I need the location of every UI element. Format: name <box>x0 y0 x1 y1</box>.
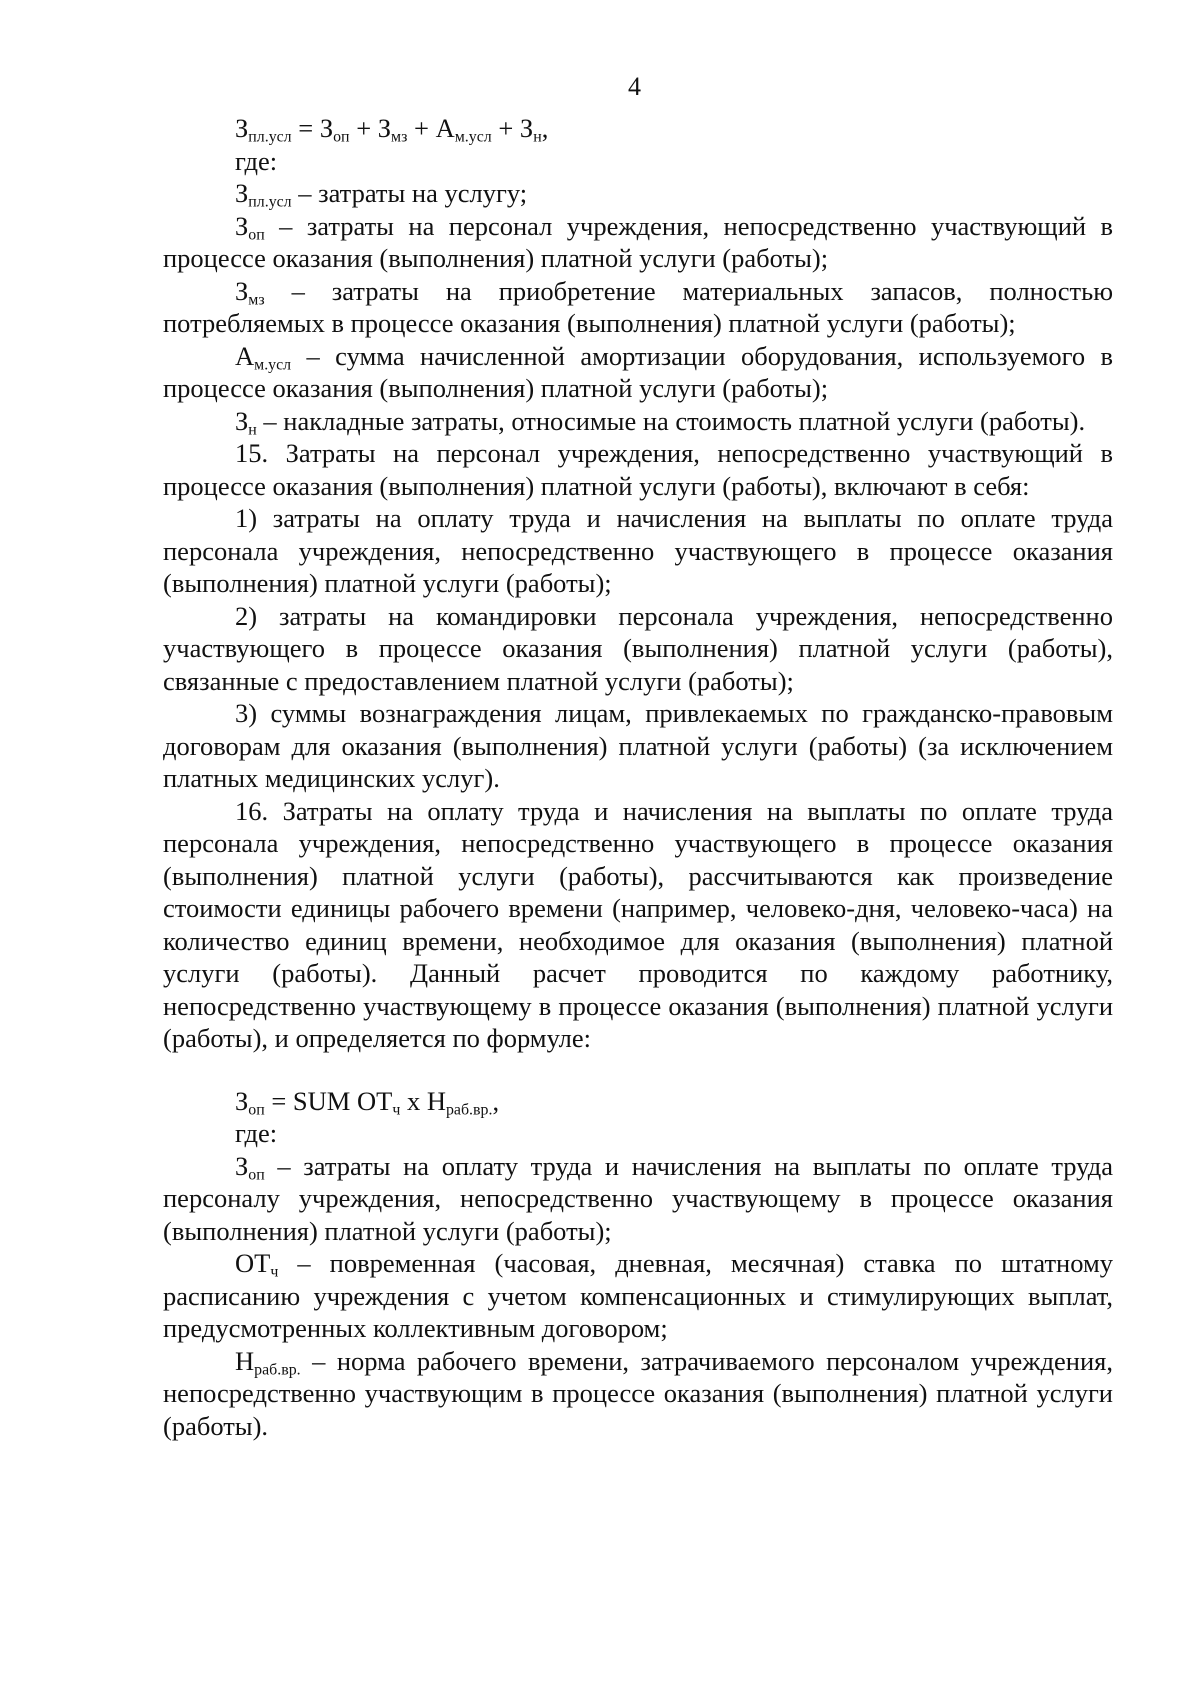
definition-item <box>163 210 1113 275</box>
definition-item <box>163 340 1113 405</box>
formula2-h: Н <box>426 1085 446 1116</box>
definition-subscript: м.усл <box>254 355 292 373</box>
definition-item <box>163 1247 1113 1345</box>
definition-symbol: З <box>235 1150 249 1181</box>
definition-subscript: оп <box>248 1165 265 1183</box>
formula1-term: З <box>519 113 534 143</box>
definition-subscript: оп <box>248 225 265 243</box>
where-label: где: <box>235 1118 278 1148</box>
formula-personnel-cost <box>235 1085 1113 1118</box>
paragraph-16: 16. Затраты на оплату труда и начисления на выплаты по оплате труда персонала учреждения, непосредственно участвующего в процессе оказания (выполнения) платной услуги (работы), рассчитываются как произведение стоимости единицы рабочего времени (например, человеко-дня, человеко-часа) на количество единиц времени, необходимое для оказания (выполнения) платной услуги (работы). Данный расчет проводится по каждому работнику, непосредственно участвующему в процессе оказания (выполнения) платной услуги (работы), и определяется по формуле: <box>163 795 1113 1053</box>
definition-subscript: н <box>248 420 257 438</box>
formula2-h-sub: раб.вр. <box>445 1100 493 1118</box>
definition-symbol: З <box>235 178 249 208</box>
definition-item <box>163 1345 1113 1443</box>
definition-text: – сумма начисленной амортизации оборудования, используемого в процессе оказания (выполнения) платной услуги (работы); <box>163 340 1113 403</box>
definition-symbol: З <box>235 275 249 306</box>
definition-subscript: мз <box>248 290 265 308</box>
definition-text: – затраты на персонал учреждения, непосредственно участвующий в процессе оказания (выполнения) платной услуги (работы); <box>163 210 1113 273</box>
definition-item <box>163 405 1113 438</box>
definition-item <box>163 1150 1113 1248</box>
formula1-term: З <box>377 113 392 143</box>
where-label: где: <box>235 145 278 176</box>
formula2-lhs-sub: оп <box>248 1100 265 1118</box>
definition-symbol: А <box>235 340 255 371</box>
definition-symbol: Н <box>235 1345 255 1376</box>
definition-subscript: ч <box>270 1263 279 1281</box>
formula1-term: З <box>319 113 334 143</box>
paragraph-15: 15. Затраты на персонал учреждения, непосредственно участвующий в процессе оказания (выполнения) платной услуги (работы), включают в себя: <box>163 438 1113 501</box>
formula2-times: x <box>400 1085 427 1116</box>
formula1-op: + <box>407 113 436 143</box>
formula2-eq: = SUM <box>264 1085 357 1116</box>
formula1-lhs-sub: пл.усл <box>248 128 292 146</box>
formula-total-cost: $З_{пл.усл} = З_{оп} + З_{мз} + А_{м.усл} + З_н$, <box>235 113 549 146</box>
list-item: 2) затраты на командировки персонала учреждения, непосредственно участвующего в процессе оказания (выполнения) платной услуги (работы), связанные с предоставлением платной услуги (работы); <box>163 600 1113 696</box>
formula1-term: А <box>435 113 455 143</box>
formula2-ot: ОТ <box>357 1085 393 1116</box>
definition-text: – затраты на приобретение материальных запасов, полностью потребляемых в процессе оказания (выполнения) платной услуги (работы); <box>163 275 1113 338</box>
document-body <box>163 112 1113 1442</box>
definition-text: – норма рабочего времени, затрачиваемого персоналом учреждения, непосредственно участвующим в процессе оказания (выполнения) платной услуги (работы). <box>163 1345 1113 1441</box>
list-item: 3) суммы вознаграждения лицам, привлекаемых по гражданско-правовым договорам для оказания (выполнения) платной услуги (работы) (за исключением платных медицинских услуг). <box>163 698 1113 793</box>
definition-text: – накладные затраты, относимые на стоимость платной услуги (работы). <box>256 405 1086 436</box>
formula1-op: + <box>491 113 520 143</box>
formula2-end: , <box>492 1085 500 1116</box>
definition-text: – повременная (часовая, дневная, месячная) ставка по штатному расписанию учреждения с учетом компенсационных и стимулирующих выплат, предусмотренных коллективным договором; <box>163 1248 1113 1343</box>
definition-text: – затраты на услугу; <box>291 178 528 208</box>
definition-item <box>163 177 1113 210</box>
definition-symbol: З <box>235 405 249 436</box>
formula2-ot-sub: ч <box>392 1100 401 1118</box>
definition-subscript: раб.вр. <box>254 1360 301 1378</box>
list-item: 1) затраты на оплату труда и начисления на выплаты по оплате труда персонала учреждения, непосредственно участвующего в процессе оказания (выполнения) платной услуги (работы); <box>163 503 1113 598</box>
formula2-lhs: З <box>235 1085 249 1116</box>
definition-symbol: З <box>235 210 249 241</box>
definition-text: – затраты на оплату труда и начисления на выплаты по оплате труда персоналу учреждения, непосредственно участвующему в процессе оказания (выполнения) платной услуги (работы); <box>163 1150 1113 1246</box>
formula1-lhs: З <box>235 113 249 143</box>
formula1-term-sub: мз <box>391 128 408 146</box>
page-number: 4 <box>628 72 641 101</box>
formula1-op: + <box>349 113 378 143</box>
definition-item <box>163 275 1113 340</box>
formula1-term-sub: н <box>533 128 542 146</box>
definition-symbol: ОТ <box>235 1248 271 1278</box>
formula1-op: , <box>541 113 549 143</box>
definition-subscript: пл.усл <box>248 193 292 211</box>
formula1-term-sub: оп <box>333 128 350 146</box>
formula1-term-sub: м.усл <box>454 128 492 146</box>
